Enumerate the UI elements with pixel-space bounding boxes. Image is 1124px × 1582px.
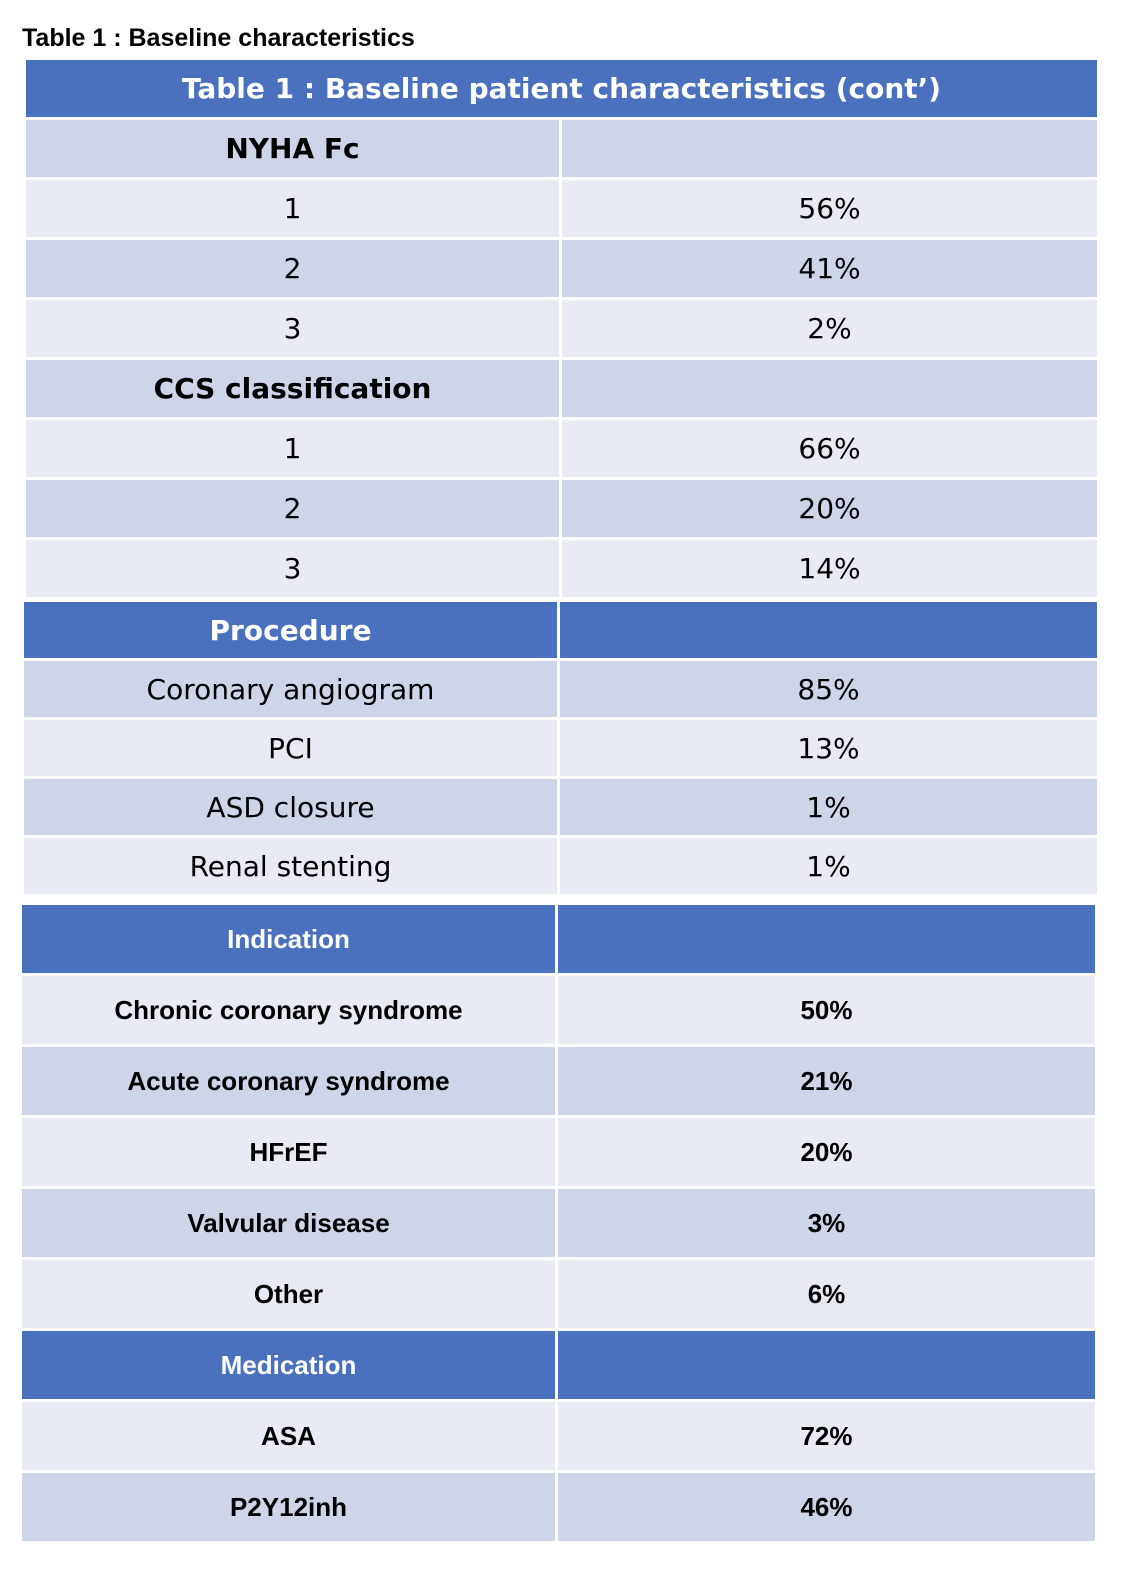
row-value: 14% xyxy=(562,540,1097,600)
table-row xyxy=(24,779,1097,838)
section-header-indication: Indication xyxy=(22,905,558,976)
table-row xyxy=(24,838,1097,897)
row-value: 3% xyxy=(558,1189,1095,1260)
row-value: 21% xyxy=(558,1047,1095,1118)
row-label: CCS classification xyxy=(26,360,562,420)
row-label: 3 xyxy=(26,540,562,600)
row-label: ASD closure xyxy=(24,779,560,838)
row-label: 3 xyxy=(26,300,562,360)
row-value: 20% xyxy=(558,1118,1095,1189)
table-header-title: Table 1 : Baseline patient characteristics (cont’) xyxy=(26,60,1097,120)
row-label: ASA xyxy=(22,1402,558,1473)
table-row xyxy=(22,1118,1095,1189)
table-header-row xyxy=(22,1331,1095,1402)
row-label: 2 xyxy=(26,240,562,300)
table-row xyxy=(22,1189,1095,1260)
row-value: 41% xyxy=(562,240,1097,300)
section-header-medication: Medication xyxy=(22,1331,558,1402)
row-value: 85% xyxy=(560,661,1097,720)
table-header-row xyxy=(24,602,1097,661)
row-label: 1 xyxy=(26,180,562,240)
row-value: 56% xyxy=(562,180,1097,240)
section-header-empty xyxy=(560,602,1097,661)
table-row xyxy=(26,180,1097,240)
section-header-procedure: Procedure xyxy=(24,602,560,661)
table-row xyxy=(22,976,1095,1047)
row-label: Renal stenting xyxy=(24,838,560,897)
section-header-empty xyxy=(558,905,1095,976)
row-label: PCI xyxy=(24,720,560,779)
table-header-row xyxy=(26,60,1097,120)
table-row xyxy=(22,1402,1095,1473)
row-label: 2 xyxy=(26,480,562,540)
row-label: Valvular disease xyxy=(22,1189,558,1260)
baseline-table-indication-medication xyxy=(22,905,1095,1544)
table-row xyxy=(26,420,1097,480)
row-label: Coronary angiogram xyxy=(24,661,560,720)
row-value: 72% xyxy=(558,1402,1095,1473)
row-value xyxy=(562,360,1097,420)
row-label: NYHA Fc xyxy=(26,120,562,180)
table-row xyxy=(24,720,1097,779)
document-title: Table 1 : Baseline characteristics xyxy=(22,24,415,52)
table-row xyxy=(22,1260,1095,1331)
table-row xyxy=(22,1047,1095,1118)
row-value: 20% xyxy=(562,480,1097,540)
table-row xyxy=(26,480,1097,540)
row-value: 46% xyxy=(558,1473,1095,1544)
row-value: 2% xyxy=(562,300,1097,360)
row-label: Other xyxy=(22,1260,558,1331)
table-row xyxy=(26,120,1097,180)
table-row xyxy=(26,540,1097,600)
table-row xyxy=(22,1473,1095,1544)
row-value: 50% xyxy=(558,976,1095,1047)
row-value xyxy=(562,120,1097,180)
row-value: 66% xyxy=(562,420,1097,480)
section-header-empty xyxy=(558,1331,1095,1402)
table-row xyxy=(26,300,1097,360)
row-label: Chronic coronary syndrome xyxy=(22,976,558,1047)
row-label: P2Y12inh xyxy=(22,1473,558,1544)
row-value: 6% xyxy=(558,1260,1095,1331)
table-row xyxy=(26,240,1097,300)
baseline-table-nyha-ccs xyxy=(26,60,1097,600)
row-value: 1% xyxy=(560,838,1097,897)
table-row xyxy=(26,360,1097,420)
row-label: Acute coronary syndrome xyxy=(22,1047,558,1118)
row-label: 1 xyxy=(26,420,562,480)
row-label: HFrEF xyxy=(22,1118,558,1189)
table-row xyxy=(24,661,1097,720)
row-value: 1% xyxy=(560,779,1097,838)
table-header-row xyxy=(22,905,1095,976)
baseline-table-procedure xyxy=(24,602,1097,897)
row-value: 13% xyxy=(560,720,1097,779)
